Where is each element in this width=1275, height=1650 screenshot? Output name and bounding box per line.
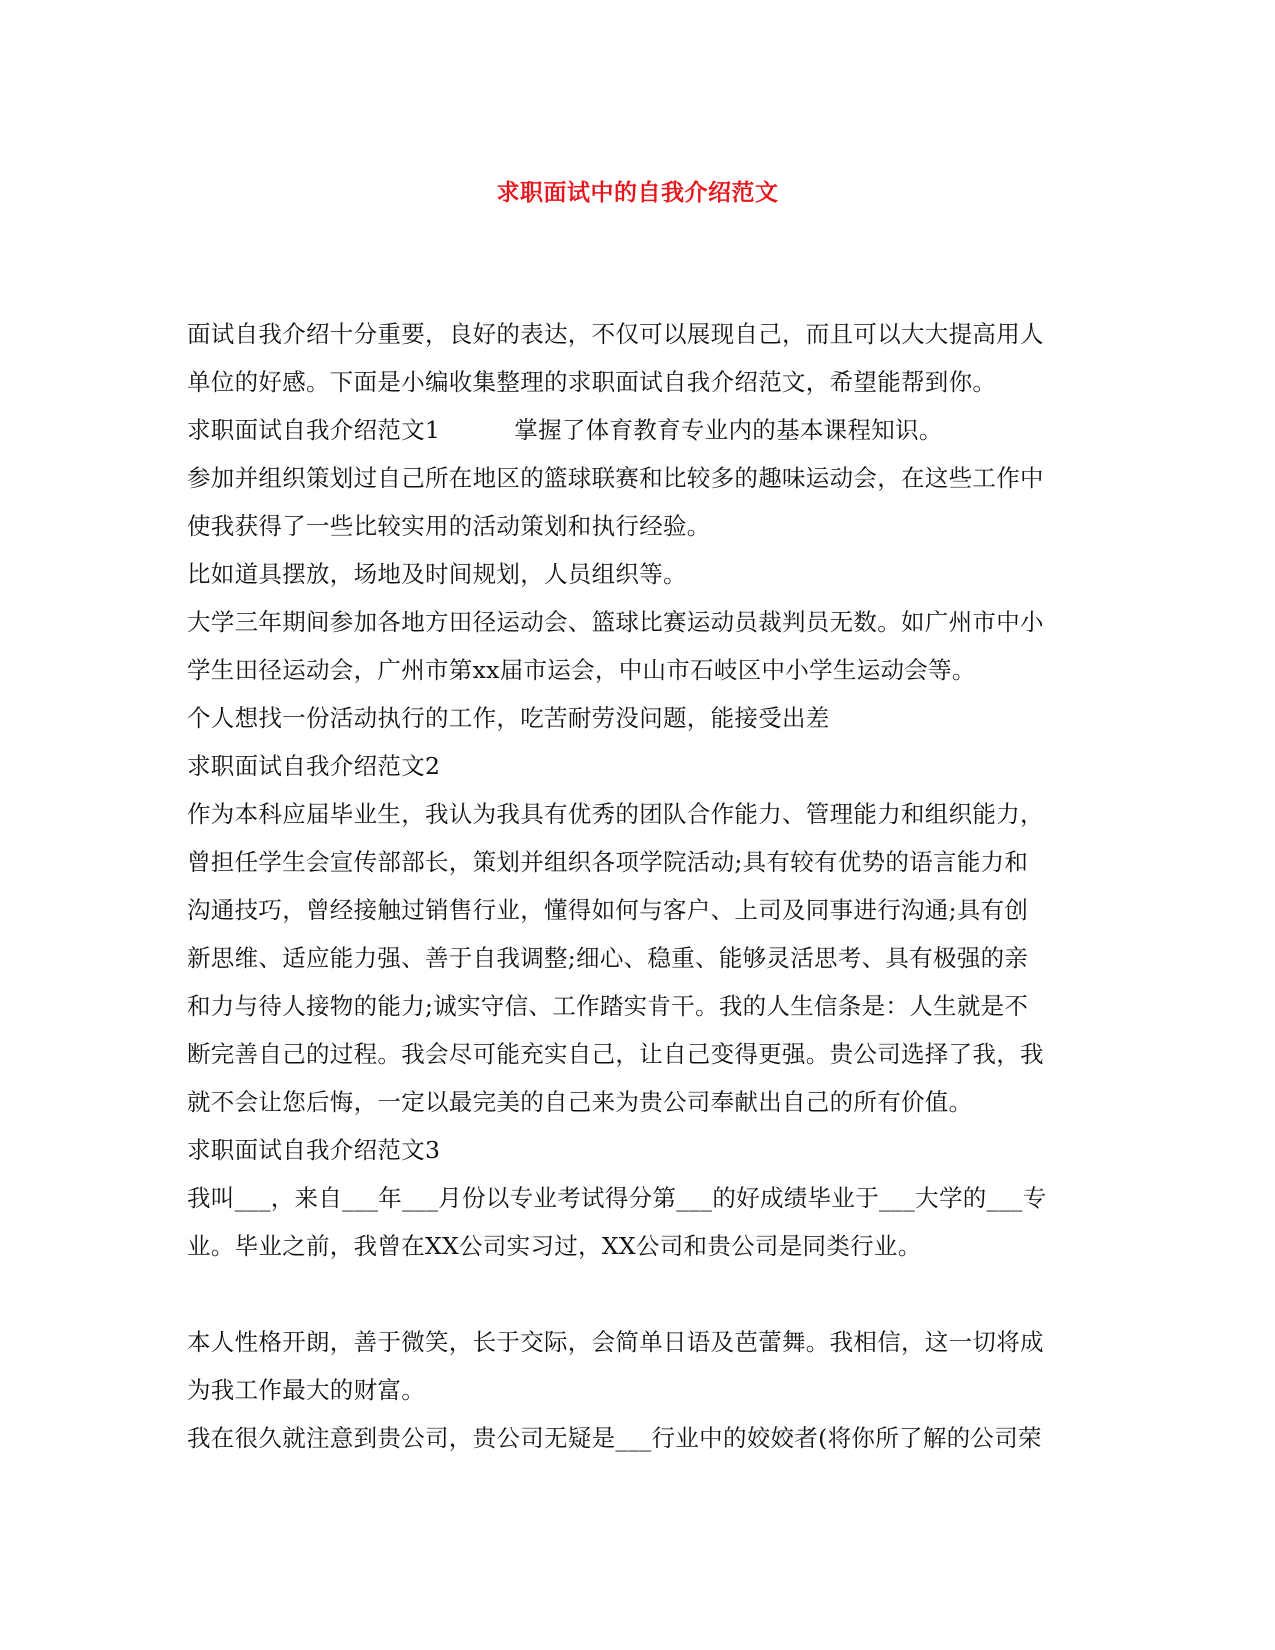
section-heading: 求职面试自我介绍范文1 [187, 416, 441, 444]
paragraph-line: 本人性格开朗，善于微笑，长于交际，会简单日语及芭蕾舞。我相信，这一切将成 [187, 1328, 1044, 1356]
paragraph-line: 学生田径运动会，广州市第xx届市运会，中山市石岐区中小学生运动会等。 [187, 656, 976, 684]
document-title: 求职面试中的自我介绍范文 [496, 179, 779, 206]
paragraph-line: 就不会让您后悔，一定以最完美的自己来为贵公司奉献出自己的所有价值。 [187, 1088, 973, 1116]
paragraph-line: 作为本科应届毕业生，我认为我具有优秀的团队合作能力、管理能力和组织能力， [187, 800, 1044, 828]
paragraph-line: 新思维、适应能力强、善于自我调整;细心、稳重、能够灵活思考、具有极强的亲 [187, 944, 1029, 972]
paragraph-line: 断完善自己的过程。我会尽可能充实自己，让自己变得更强。贵公司选择了我，我 [187, 1040, 1044, 1068]
paragraph-line: 面试自我介绍十分重要，良好的表达，不仅可以展现自己，而且可以大大提高用人 [187, 320, 1044, 348]
document-body [187, 310, 1087, 1462]
paragraph-line: 个人想找一份活动执行的工作，吃苦耐劳没问题，能接受出差 [187, 704, 830, 732]
paragraph-line: 和力与待人接物的能力;诚实守信、工作踏实肯干。我的人生信条是：人生就是不 [187, 992, 1029, 1020]
paragraph-line: 沟通技巧，曾经接触过销售行业，懂得如何与客户、上司及同事进行沟通;具有创 [187, 896, 1029, 924]
paragraph-line: 业。毕业之前，我曾在XX公司实习过，XX公司和贵公司是同类行业。 [187, 1232, 922, 1260]
section-heading: 求职面试自我介绍范文3 [187, 1136, 441, 1164]
section-heading-line [187, 406, 1087, 454]
paragraph-line: 我在很久就注意到贵公司，贵公司无疑是___行业中的姣姣者(将你所了解的公司荣 [187, 1424, 1042, 1452]
paragraph-line: 曾担任学生会宣传部部长，策划并组织各项学院活动;具有较有优势的语言能力和 [187, 848, 1029, 876]
paragraph-line: 比如道具摆放，场地及时间规划，人员组织等。 [187, 560, 687, 588]
section-heading: 求职面试自我介绍范文2 [187, 752, 441, 780]
blank-line [187, 1270, 1087, 1318]
paragraph-line: 我叫___，来自___年___月份以专业考试得分第___的好成绩毕业于___大学的___专 [187, 1184, 1047, 1212]
paragraph-line: 为我工作最大的财富。 [187, 1376, 425, 1404]
paragraph-line: 参加并组织策划过自己所在地区的篮球联赛和比较多的趣味运动会，在这些工作中 [187, 464, 1044, 492]
paragraph-text: 掌握了体育教育专业内的基本课程知识。 [514, 416, 943, 444]
paragraph-line: 使我获得了一些比较实用的活动策划和执行经验。 [187, 512, 711, 540]
paragraph-line: 单位的好感。下面是小编收集整理的求职面试自我介绍范文，希望能帮到你。 [187, 368, 997, 396]
paragraph-line: 大学三年期间参加各地方田径运动会、篮球比赛运动员裁判员无数。如广州市中小 [187, 608, 1044, 636]
